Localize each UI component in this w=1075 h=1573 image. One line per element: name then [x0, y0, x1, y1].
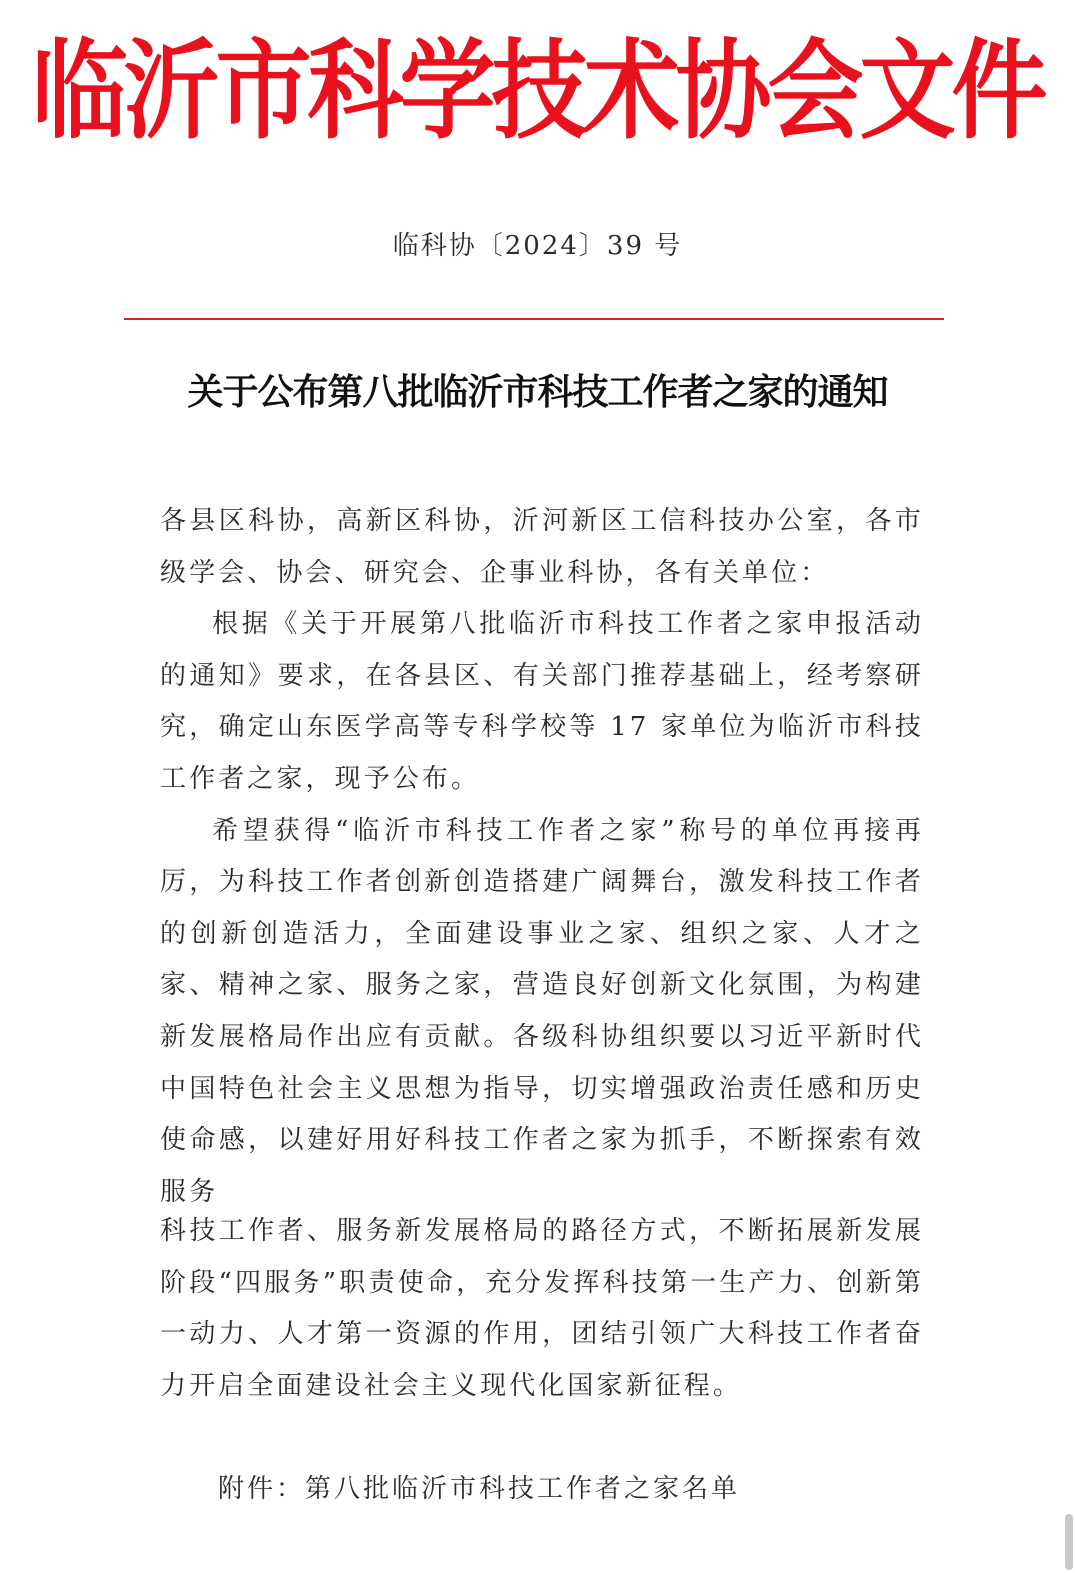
body-text-continuation: [160, 1206, 924, 1412]
document-number: 临科协〔2024〕39 号: [392, 231, 683, 261]
paragraph-expectations-continued: 科技工作者、服务新发展格局的路径方式，不断拓展新发展阶段“四服务”职责使命，充分发挥科技第一生产力、创新第一动力、人才第一资源的作用，团结引领广大科技工作者奋力开启全面建设社会主义现代化国家新征程。: [160, 1216, 924, 1401]
body-text-block: [160, 496, 924, 1218]
attachment-line: 附件：第八批临沂市科技工作者之家名单: [218, 1474, 741, 1504]
paragraph-expectations: 希望获得“临沂市科技工作者之家”称号的单位再接再厉，为科技工作者创新创造搭建广阔舞台，激发科技工作者的创新创造活力，全面建设事业之家、组织之家、人才之家、精神之家、服务之家，营造良好创新文化氛围，为构建新发展格局作出应有贡献。各级科协组织要以习近平新时代中国特色社会主义思想为指导，切实增强政治责任感和历史使命感，以建好用好科技工作者之家为抓手，不断探索有效服务: [160, 815, 924, 1207]
paragraph-announcement: 根据《关于开展第八批临沂市科技工作者之家申报活动的通知》要求，在各县区、有关部门推荐基础上，经考察研究，确定山东医学高等专科学校等 17 家单位为临沂市科技工作者之家，现予公布。: [160, 609, 924, 794]
masthead-title: 临沂市科学技术协会文件: [31, 26, 1044, 154]
scrollbar-thumb[interactable]: [1065, 1514, 1073, 1570]
salutation: 各县区科协，高新区科协，沂河新区工信科技办公室，各市级学会、协会、研究会、企事业科协，各有关单位：: [160, 506, 924, 588]
notice-title: 关于公布第八批临沂市科技工作者之家的通知: [187, 371, 888, 413]
red-divider-rule: [124, 318, 944, 320]
